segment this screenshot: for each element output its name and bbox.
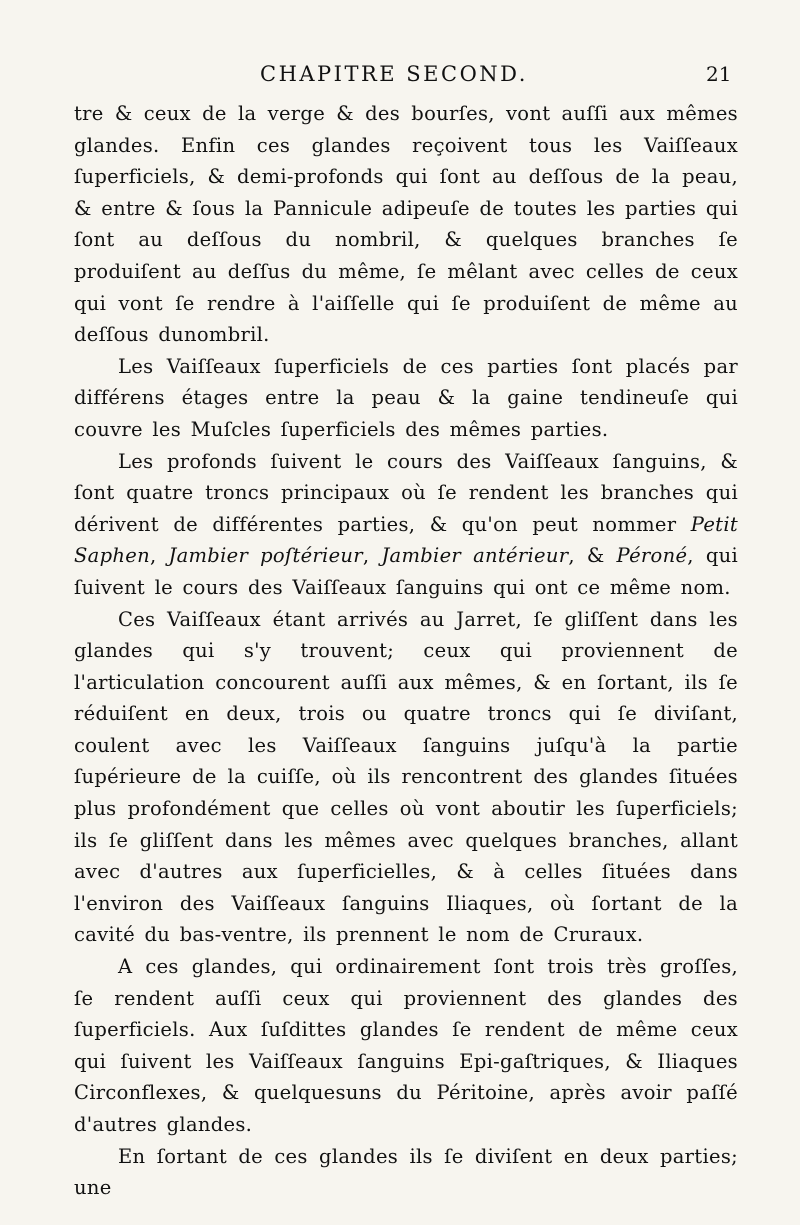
body-text [74,98,738,1204]
paragraph-2: Les Vaiſſeaux ſuperficiels de ces parties ſont placés par différens étages entre la peau & la gaine tendineuſe qui couvre les Muſcles ſuperficiels des mêmes parties. [74,354,738,441]
paragraph-4: Ces Vaiſſeaux étant arrivés au Jarret, ſe gliſſent dans les glandes qui s'y trouvent; ceux qui proviennent de l'articulation concourent auſſi aux mêmes, & en ſortant, ils ſe réduiſent en deux, trois ou quatre troncs qui ſe diviſant, coulent avec les Vaiſſeaux ſanguins juſqu'à la partie ſupérieure de la cuiſſe, où ils rencontrent des glandes ſituées plus profondément que celles où vont aboutir les ſuperficiels; ils ſe gliſſent dans les mêmes avec quelques branches, allant avec d'autres aux ſuperficielles, & à celles ſituées dans l'environ des Vaiſſeaux ſanguins Iliaques, où ſortant de la cavité du bas-ventre, ils prennent le nom de Cruraux. [74,607,738,947]
paragraph-1: tre & ceux de la verge & des bourſes, vont auſſi aux mêmes glandes. Enfin ces glandes reçoivent tous les Vaiſſeaux ſuperficiels, & demi-profonds qui ſont au deſſous de la peau, & entre & ſous la Pannicule adipeuſe de toutes les parties qui ſont au deſſous du nombril, & quelques branches ſe produiſent au deſſus du même, ſe mêlant avec celles de ceux qui vont ſe rendre à l'aiſſelle qui ſe produiſent de même au deſſous dunombril. [74,102,738,347]
term-jambier-posterieur: Jambier poſtérieur [168,544,363,568]
running-title: CHAPITRE SECOND. [260,62,528,86]
separator-1: , [149,544,169,568]
separator-3: , & [568,544,617,568]
paragraph-3-text-after: , qui ſuivent le cours des Vaiſſeaux ſanguins qui ont ce même nom. [74,544,738,599]
paragraph-6: En ſortant de ces glandes ils ſe diviſent en deux parties; une [74,1144,738,1200]
paragraph-5: A ces glandes, qui ordinairement ſont trois très groſſes, ſe rendent auſſi ceux qui proviennent des glandes des ſuperficiels. Aux ſuſdittes glandes ſe rendent de même ceux qui ſuivent les Vaiſſeaux ſanguins Epi-gaſtriques, & Iliaques Circonflexes, & quelquesuns du Péritoine, après avoir paſſé d'autres glandes. [74,955,738,1136]
page-header [0,62,800,96]
term-petit-saphen: Petit Saphen [74,512,738,568]
page-number: 21 [706,62,732,86]
separator-2: , [362,544,382,568]
term-perone: Péroné [616,544,688,568]
paragraph-3-text-before: Les profonds ſuivent le cours des Vaiſſeaux ſanguins, & ſont quatre troncs principaux où ſe rendent les branches qui dérivent de différentes parties, & qu'on peut nommer [74,449,738,536]
paragraph-3 [74,446,738,604]
term-jambier-anterieur: Jambier antérieur [381,544,569,568]
